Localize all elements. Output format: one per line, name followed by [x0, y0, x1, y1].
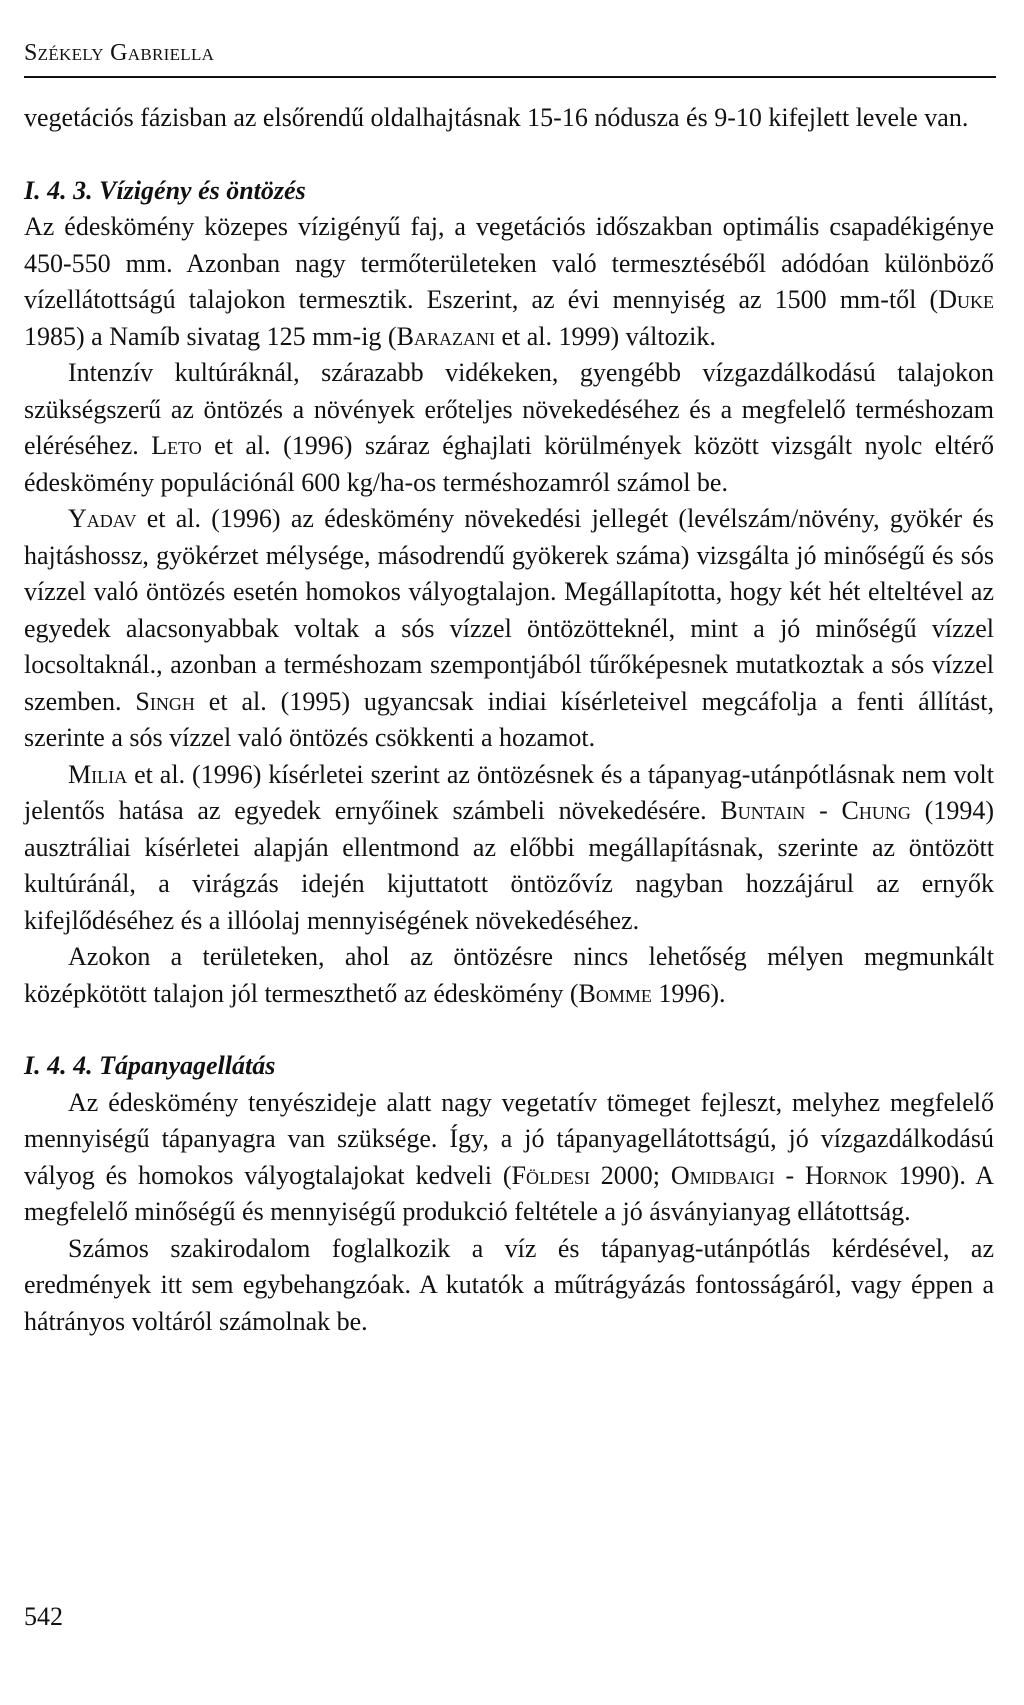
text-run: Azokon a területeken, ahol az öntözésre nincs lehetőség mélyen megmunkált középkötött talajon jól termeszthető az édeskömény ( — [24, 942, 994, 1008]
paragraph-irrigation — [24, 355, 994, 501]
paragraph-literature: Számos szakirodalom foglalkozik a víz és tápanyag-utánpótlás kérdésével, az eredmények itt sem egybehangzóak. A kutatók a műtrágyázás fontosságáról, vagy éppen a hátrányos voltáról számolnak be. — [24, 1233, 994, 1336]
section-heading-water: I. 4. 3. Vízigény és öntözés — [24, 175, 306, 205]
body-text — [24, 100, 994, 1340]
text-run: et al. (1996) száraz éghajlati körülmények között vizsgált nyolc eltérő édeskömény populációnál 600 kg/ha-os terméshozamról számol be. — [24, 431, 994, 497]
text-run: 1996). — [651, 978, 726, 1008]
citation-author: Duke — [938, 285, 994, 314]
citation-author: Milia — [68, 759, 128, 789]
section-spacer — [24, 137, 994, 173]
section-spacer — [24, 1012, 994, 1048]
text-run: Az édeskömény közepes vízigényű faj, a vegetációs időszakban optimális csapadékigénye 450-550 mm. Azonban nagy termőterületeken való termesztéséből adódóan különböző vízellátottságú talajokon termesztik. Eszerint, az évi mennyiség az 1500 mm-től ( — [24, 212, 994, 314]
paragraph-bomme — [24, 939, 994, 1012]
text-run: 1985) a Namíb sivatag 125 mm-ig ( — [24, 321, 397, 351]
paragraph-water-need — [24, 209, 994, 355]
text-run: Az édeskömény tenyészideje alatt nagy vegetatív tömeget fejleszt, melyhez megfelelő mennyiségű tápanyagra van szüksége. Így, a jó tápanyagellátottságú, jó vízgazdálkodású vályog és homokos vályogtalajokat kedveli ( — [24, 1087, 994, 1190]
paragraph-continuation: vegetációs fázisban az elsőrendű oldalhajtásnak 15-16 nódusza és 9-10 kifejlett levele van. — [24, 103, 969, 132]
text-run: (1994) ausztráliai kísérletei alapján ellentmond az előbbi megállapításnak, szerinte az öntözött kultúránál, a virágzás idején kijuttatott öntözővíz nagyban hozzájárul az ernyők kifejlődéséhez és a illóolaj mennyiségének növekedéséhez. — [24, 796, 994, 935]
citation-author: Yadav — [68, 504, 137, 533]
text-run: et al. 1999) változik. — [494, 321, 716, 351]
citation-author: Földesi — [511, 1160, 590, 1190]
text-run: et al. (1995) ugyancsak indiai kísérleteivel megcáfolja a fenti állítást, szerinte a sós vízzel való öntözés csökkenti a hozamot. — [24, 686, 995, 752]
text-run: et al. (1996) az édeskömény növekedési jellegét (levélszám/növény, gyökér és hajtáshossz, gyökérzet mélysége, másodrendű gyökerek száma) vizsgálta jó minőségű és sós vízzel való öntözés esetén homokos vályogtalajon. Megállapította, hogy két hét elteltével az egyedek alacsonyabbak voltak a sós vízzel öntözötteknél, mint a jó minőségű vízzel locsoltaknál., azonban a terméshozam szempontjából tűrőképesnek mutatkoztak a sós vízzel szemben. — [24, 504, 994, 716]
page-number: 542 — [24, 1602, 63, 1631]
text-run: et al. (1996) kísérletei szerint az öntözésnek és a tápanyag-utánpótlásnak nem volt jelentős hatása az egyedek ernyőinek számbeli növekedésére. — [24, 759, 994, 825]
citation-author: Bomme — [578, 978, 652, 1008]
section-heading-nutrients: I. 4. 4. Tápanyagellátás — [24, 1051, 276, 1080]
paragraph-milia — [24, 757, 994, 940]
text-run: Intenzív kultúráknál, szárazabb vidékeken, gyengébb vízgazdálkodású talajokon szükségszerű az öntözés a növények erőteljes növekedéséhez és a megfelelő terméshozam eléréséhez. — [24, 358, 994, 460]
paragraph-yadav — [24, 501, 994, 757]
header-rule — [24, 76, 996, 78]
citation-author: Omidbaigi - Hornok — [670, 1160, 888, 1190]
text-run: 1990). A megfelelő minőségű és mennyiségű produkció feltétele a jó ásványianyag ellátottság. — [24, 1160, 995, 1226]
running-head-author: Székely Gabriella — [24, 40, 215, 66]
citation-author: Singh — [135, 686, 195, 716]
citation-author: Leto — [151, 431, 202, 460]
citation-author: Buntain - Chung — [720, 796, 911, 825]
paragraph-nutrient-need — [24, 1085, 994, 1231]
citation-author: Barazani — [396, 321, 495, 351]
text-run: 2000; — [589, 1160, 671, 1190]
